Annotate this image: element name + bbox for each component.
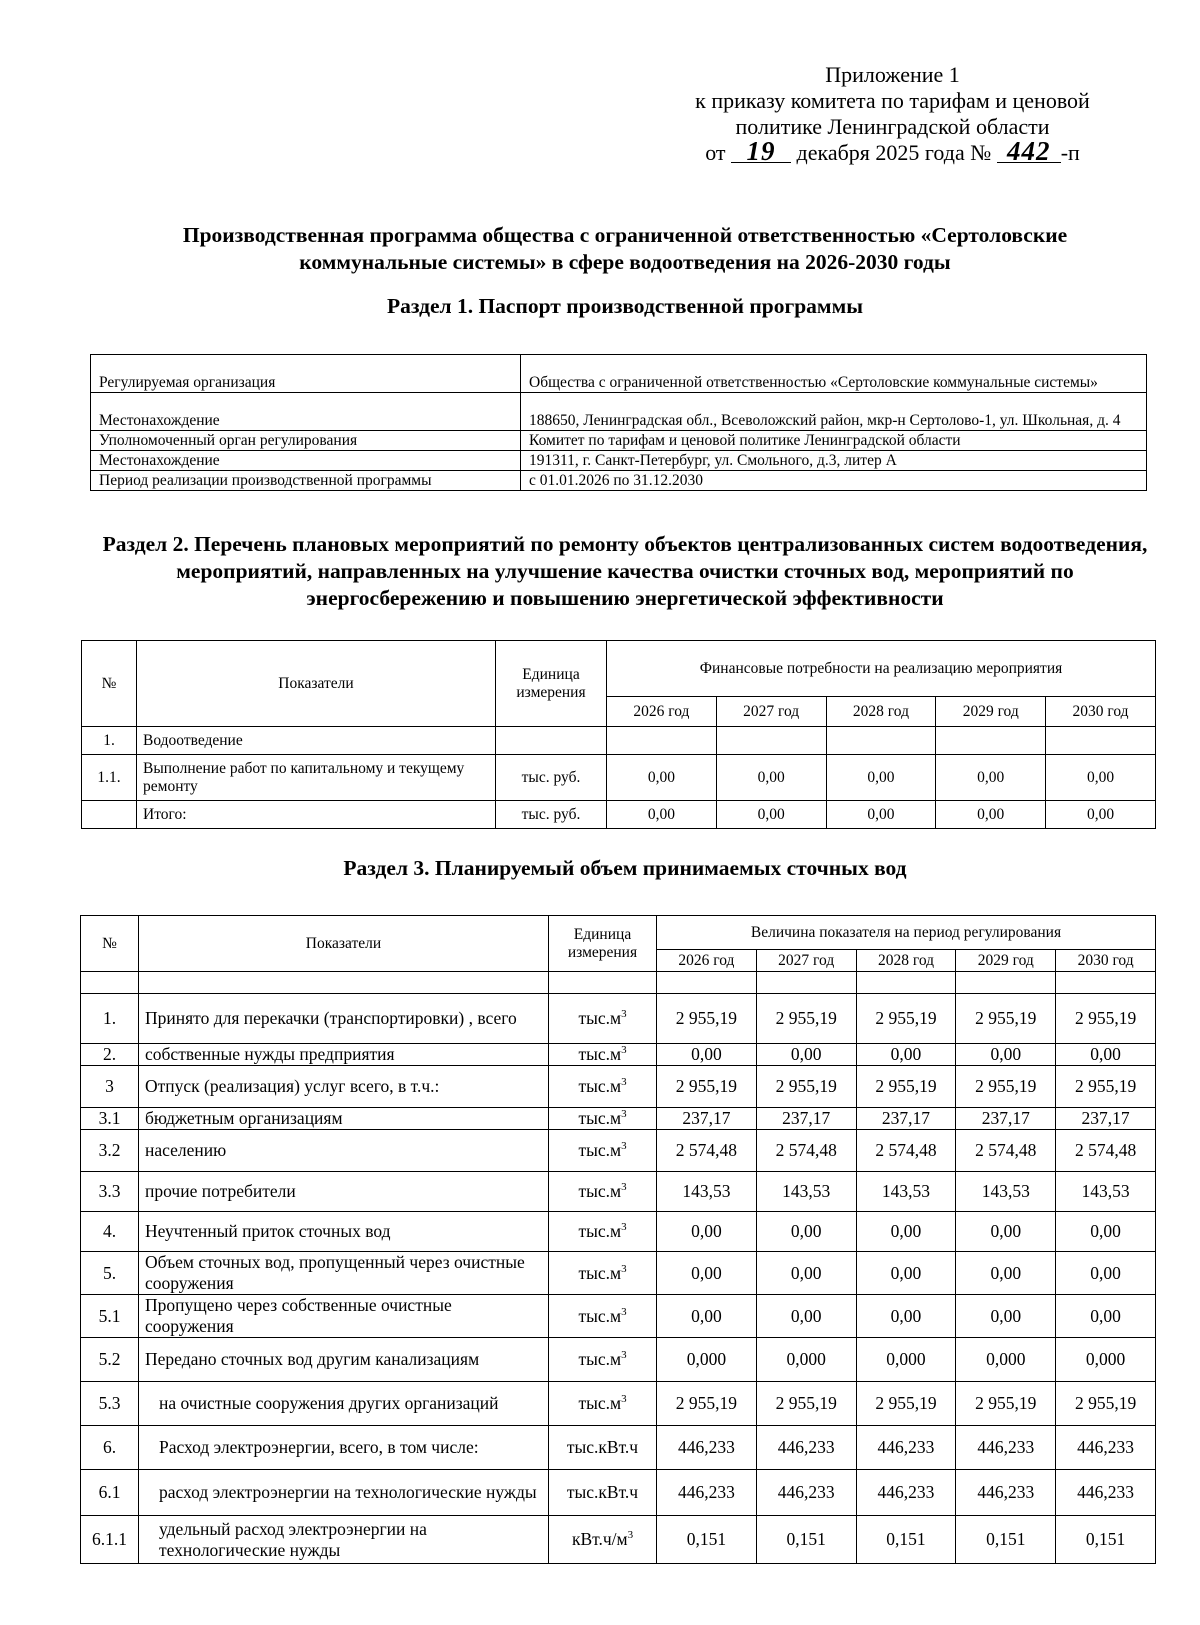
col-finance-header: Финансовые потребности на реализацию мероприятия [607,641,1156,697]
row-value: 2 955,19 [856,994,956,1044]
row-name: Принято для перекачки (транспортировки) , всего [139,994,549,1044]
year-header: 2027 год [716,697,826,727]
appendix-line1: Приложение 1 [825,62,960,87]
unit-text: тыс.м [578,1076,622,1096]
col-num-header: № [82,641,137,727]
row-value: 0,151 [657,1516,757,1564]
row-unit [549,1130,657,1172]
row-value: 0,00 [657,1212,757,1252]
row-unit [549,1172,657,1212]
row-value: 446,233 [756,1426,856,1470]
passport-label: Регулируемая организация [91,355,521,393]
col-indicator-header: Показатели [137,641,496,727]
passport-label: Уполномоченный орган регулирования [91,431,521,451]
section2-title: Раздел 2. Перечень плановых мероприятий по ремонту объектов централизованных систем водоотведения, мероприятий, направленных на улучшение качества очистки сточных вод, мероприятий по энергосбережению и повышению энергетической эффективности [102,532,1148,610]
row-unit [496,727,607,755]
header-row [82,641,1156,697]
row-value: 446,233 [657,1426,757,1470]
passport-row [91,393,1147,431]
row-value: 0,00 [1056,1295,1156,1338]
table-row [81,994,1156,1044]
table-row [81,1130,1156,1172]
year-header: 2027 год [756,950,856,972]
unit-superscript: 3 [621,1349,627,1362]
unit-text: тыс.м [578,1008,622,1028]
row-name: на очистные сооружения других организаций [139,1382,549,1426]
row-value: 0,151 [756,1516,856,1564]
row-value: 446,233 [956,1470,1056,1516]
year-header: 2030 год [1056,950,1156,972]
unit-text: тыс.м [578,1221,622,1241]
row-unit: тыс. руб. [496,755,607,801]
row-value: 0,000 [1056,1338,1156,1382]
appendix-header [640,62,1145,166]
handwritten-day: 19 [731,140,791,163]
row-unit [549,1426,657,1470]
row-value: 0,00 [856,1044,956,1066]
passport-label: Период реализации производственной программы [91,471,521,491]
row-value: 0,00 [856,1212,956,1252]
row-name: Выполнение работ по капитальному и текущему ремонту [137,755,496,801]
row-value: 237,17 [1056,1108,1156,1130]
col-unit-header: Единица измерения [549,916,657,972]
row-unit [549,1066,657,1108]
row-value: 0,151 [956,1516,1056,1564]
handwritten-number: 442 [997,140,1061,163]
row-value: 0,00 [826,755,936,801]
appendix-line3: политике Ленинградской области [735,114,1050,139]
row-value: 0,00 [756,1212,856,1252]
row-value: 0,00 [1056,1044,1156,1066]
year-header: 2026 год [607,697,717,727]
total-row [82,801,1156,829]
row-value: 2 574,48 [1056,1130,1156,1172]
row-value: 0,00 [856,1252,956,1295]
table-row [81,1252,1156,1295]
row-value: 0,00 [1056,1252,1156,1295]
row-value: 446,233 [856,1470,956,1516]
row-value: 2 955,19 [1056,1066,1156,1108]
row-value: 0,151 [856,1516,956,1564]
year-header: 2028 год [856,950,956,972]
unit-superscript: 3 [621,1393,627,1406]
passport-label: Местонахождение [91,451,521,471]
row-name: Неучтенный приток сточных вод [139,1212,549,1252]
col-unit-header: Единица измерения [496,641,607,727]
row-unit [549,1252,657,1295]
unit-superscript: 3 [621,1305,627,1318]
row-num: 6. [81,1426,139,1470]
unit-text: тыс.м [578,1262,622,1283]
row-name: прочие потребители [139,1172,549,1212]
row-value: 446,233 [1056,1470,1156,1516]
row-num: 3.2 [81,1130,139,1172]
row-num: 4. [81,1212,139,1252]
table-row [81,1212,1156,1252]
row-value: 0,00 [1046,755,1156,801]
row-num [82,801,137,829]
unit-text: тыс.м [578,1044,622,1064]
col-period-header: Величина показателя на период регулирования [657,916,1156,950]
passport-row [91,471,1147,491]
row-value: 2 955,19 [657,994,757,1044]
section3-title: Раздел 3. Планируемый объем принимаемых сточных вод [343,856,907,880]
title-line2: коммунальные системы» в сфере водоотведения на 2026-2030 годы [299,250,951,274]
row-value: 2 955,19 [956,1382,1056,1426]
row-value: 446,233 [956,1426,1056,1470]
col-num-header: № [81,916,139,972]
row-num: 5.1 [81,1295,139,1338]
row-value: 0,00 [956,1212,1056,1252]
unit-superscript: 3 [621,1008,627,1021]
row-value: 0,00 [756,1295,856,1338]
row-value: 0,00 [657,1295,757,1338]
row-value: 2 955,19 [756,1066,856,1108]
empty-row [81,972,1156,994]
row-name: населению [139,1130,549,1172]
table-row [81,1044,1156,1066]
row-value: 0,00 [826,801,936,829]
row-value: 0,00 [657,1252,757,1295]
row-value [936,727,1046,755]
row-value: 143,53 [856,1172,956,1212]
row-value: 0,000 [657,1338,757,1382]
row-value: 2 955,19 [856,1066,956,1108]
wastewater-table [80,915,1156,1564]
row-num: 3 [81,1066,139,1108]
year-header: 2026 год [657,950,757,972]
row-value: 2 955,19 [856,1382,956,1426]
row-value: 0,00 [716,755,826,801]
row-value: 2 955,19 [1056,1382,1156,1426]
row-name: собственные нужды предприятия [139,1044,549,1066]
row-unit: тыс. руб. [496,801,607,829]
passport-value: Комитет по тарифам и ценовой политике Ленинградской области [521,431,1147,451]
row-num: 5.2 [81,1338,139,1382]
row-value [1046,727,1156,755]
row-num: 1. [81,994,139,1044]
unit-text: тыс.м [578,1305,622,1326]
row-value: 446,233 [657,1470,757,1516]
unit-superscript: 3 [621,1044,627,1057]
row-value: 2 955,19 [756,994,856,1044]
row-unit [549,1470,657,1516]
passport-table [90,354,1147,491]
row-unit [549,994,657,1044]
order-suffix: -п [1060,140,1080,165]
row-unit [549,1044,657,1066]
unit-superscript: 3 [621,1140,627,1153]
row-value: 0,000 [856,1338,956,1382]
unit-text: тыс.м [578,1393,622,1413]
row-value: 237,17 [756,1108,856,1130]
table-row [82,727,1156,755]
row-value: 446,233 [1056,1426,1156,1470]
date-middle: декабря 2025 года № [796,140,992,165]
row-value: 0,00 [1046,801,1156,829]
row-value: 2 955,19 [657,1066,757,1108]
passport-value: 188650, Ленинградская обл., Всеволожский район, мкр-н Сертолово-1, ул. Школьная, д. 4 [521,393,1147,431]
document-title [100,222,1150,276]
row-name: бюджетным организациям [139,1108,549,1130]
row-num: 1.1. [82,755,137,801]
row-value: 0,00 [936,801,1046,829]
row-name: Отпуск (реализация) услуг всего, в т.ч.: [139,1066,549,1108]
row-value: 0,151 [1056,1516,1156,1564]
row-value: 237,17 [856,1108,956,1130]
row-name: Итого: [137,801,496,829]
row-value: 237,17 [657,1108,757,1130]
row-value: 143,53 [657,1172,757,1212]
row-name: Расход электроэнергии, всего, в том числе: [139,1426,549,1470]
passport-value: с 01.01.2026 по 31.12.2030 [521,471,1147,491]
row-value: 2 955,19 [657,1382,757,1426]
appendix-line2: к приказу комитета по тарифам и ценовой [695,88,1090,113]
row-value: 237,17 [956,1108,1056,1130]
unit-superscript: 3 [621,1181,627,1194]
unit-superscript: 3 [621,1262,627,1275]
row-value: 143,53 [956,1172,1056,1212]
row-num: 3.1 [81,1108,139,1130]
table-row [82,755,1156,801]
row-num: 3.3 [81,1172,139,1212]
row-num: 5. [81,1252,139,1295]
row-value: 2 574,48 [657,1130,757,1172]
appendix-date-line [640,136,1145,166]
row-value [607,727,717,755]
row-value: 0,00 [756,1252,856,1295]
row-name: расход электроэнергии на технологические нужды [139,1470,549,1516]
table-row [81,1172,1156,1212]
row-value: 0,00 [607,801,717,829]
passport-value: 191311, г. Санкт-Петербург, ул. Смольного, д.3, литер А [521,451,1147,471]
row-value [716,727,826,755]
header-row [81,916,1156,950]
row-unit [549,1108,657,1130]
row-name: Объем сточных вод, пропущенный через очистные сооружения [139,1252,549,1295]
row-value: 0,000 [956,1338,1056,1382]
unit-text: тыс.м [578,1181,622,1201]
unit-text: кВт.ч/м [571,1529,628,1549]
title-line1: Производственная программа общества с ограниченной ответственностью «Сертоловские [182,223,1068,247]
row-value: 2 955,19 [756,1382,856,1426]
row-value: 2 574,48 [956,1130,1056,1172]
row-num: 5.3 [81,1382,139,1426]
unit-text: тыс.кВт.ч [566,1437,639,1457]
row-name: Пропущено через собственные очистные сооружения [139,1295,549,1338]
date-prefix: от [705,140,726,165]
row-value: 446,233 [856,1426,956,1470]
unit-superscript: 3 [627,1529,634,1542]
row-value: 0,00 [657,1044,757,1066]
year-header: 2028 год [826,697,936,727]
unit-text: тыс.м [578,1108,622,1128]
row-num: 2. [81,1044,139,1066]
passport-row [91,355,1147,393]
row-value: 2 955,19 [1056,994,1156,1044]
year-header: 2029 год [956,950,1056,972]
row-value: 0,000 [756,1338,856,1382]
unit-text: тыс.м [578,1349,622,1369]
row-num: 1. [82,727,137,755]
row-unit [549,1295,657,1338]
row-value: 0,00 [856,1295,956,1338]
row-num: 6.1 [81,1470,139,1516]
passport-row [91,451,1147,471]
table-row [81,1382,1156,1426]
row-value: 0,00 [756,1044,856,1066]
row-value: 446,233 [756,1470,856,1516]
row-value: 0,00 [936,755,1046,801]
unit-superscript: 3 [621,1076,627,1089]
table-row [81,1295,1156,1338]
col-indicator-header: Показатели [139,916,549,972]
table-row [81,1108,1156,1130]
row-value: 143,53 [1056,1172,1156,1212]
row-value: 143,53 [756,1172,856,1212]
passport-value: Общества с ограниченной ответственностью «Сертоловские коммунальные системы» [521,355,1147,393]
row-value: 0,00 [716,801,826,829]
passport-label: Местонахождение [91,393,521,431]
passport-row [91,431,1147,451]
unit-text: тыс.кВт.ч [566,1482,639,1502]
row-value: 0,00 [1056,1212,1156,1252]
row-name: удельный расход электроэнергии на технологические нужды [139,1516,549,1564]
row-value: 0,00 [956,1252,1056,1295]
year-header: 2030 год [1046,697,1156,727]
row-unit [549,1516,657,1564]
row-value: 2 955,19 [956,994,1056,1044]
row-unit [549,1212,657,1252]
row-unit [549,1338,657,1382]
table-row [81,1516,1156,1564]
unit-superscript: 3 [621,1108,627,1121]
table-row [81,1066,1156,1108]
row-value: 2 955,19 [956,1066,1056,1108]
year-header: 2029 год [936,697,1046,727]
row-name: Водоотведение [137,727,496,755]
row-value: 0,00 [607,755,717,801]
row-value: 0,00 [956,1295,1056,1338]
section1-title: Раздел 1. Паспорт производственной программы [386,294,864,318]
row-num: 6.1.1 [81,1516,139,1564]
row-value: 2 574,48 [756,1130,856,1172]
table-row [81,1338,1156,1382]
row-name: Передано сточных вод другим канализациям [139,1338,549,1382]
row-unit [549,1382,657,1426]
row-value [826,727,936,755]
table-row [81,1426,1156,1470]
row-value: 0,00 [956,1044,1056,1066]
unit-superscript: 3 [621,1221,627,1234]
unit-text: тыс.м [578,1140,622,1160]
table-row [81,1470,1156,1516]
row-value: 2 574,48 [856,1130,956,1172]
measures-table [81,640,1156,829]
